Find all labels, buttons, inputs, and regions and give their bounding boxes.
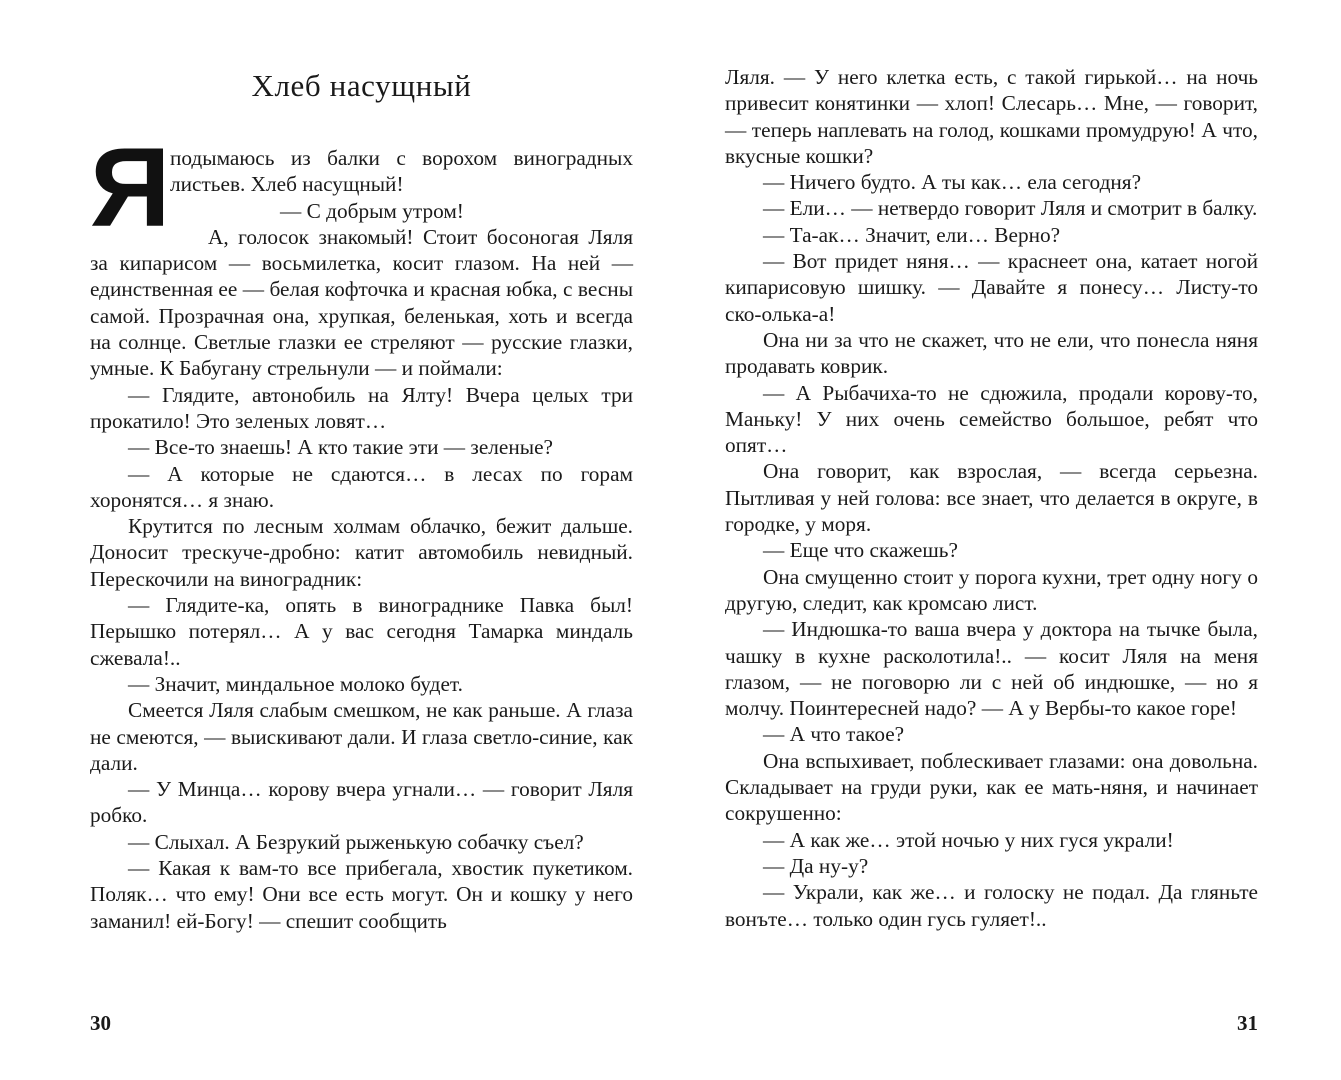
chapter-title: Хлеб насущный bbox=[251, 68, 472, 103]
paragraph: Смеется Ляля слабым смешком, не как раньше. А глаза не смеются, — выискивают дали. И глаза светло-синие, как дали. bbox=[90, 698, 633, 775]
paragraph: — Какая к вам-то все прибегала, хвостик пукетиком. Поляк… что ему! Они все есть могут. Он и кошку у него заманил! ей-Богу! — спешит сообщить bbox=[90, 856, 633, 933]
paragraph: Она говорит, как взрослая, — всегда серьезна. Пытливая у ней голова: все знает, что делается в округе, в городке, у моря. bbox=[725, 459, 1258, 537]
paragraph: — Глядите-ка, опять в винограднике Павка был! Перышко потерял… А у вас сегодня Тамарка миндаль сжевала!.. bbox=[90, 593, 633, 670]
drop-cap: Я bbox=[90, 125, 171, 250]
paragraph-text: подымаюсь из балки с ворохом виноградных листьев. Хлеб насущный! bbox=[170, 146, 633, 197]
paragraph: — Да ну-у? bbox=[763, 853, 869, 878]
paragraph: Она смущенно стоит у порога кухни, трет одну ногу о другую, следит, как кромсаю лист. bbox=[725, 564, 1258, 615]
paragraph: — Ничего будто. А ты как… ела сегодня? bbox=[763, 170, 1142, 195]
left-page-text bbox=[90, 125, 633, 934]
paragraph: — Та-ак… Значит, ели… Верно? bbox=[763, 222, 1061, 247]
paragraph: — А как же… этой ночью у них гуся украли! bbox=[763, 827, 1174, 852]
paragraph: Крутится по лесным холмам облачко, бежит дальше. Доносит трескуче-дробно: катит автомобиль невидный. Перескочили на виноградник: bbox=[90, 514, 633, 591]
paragraph: — Глядите, автонобиль на Ялту! Вчера целых три прокатило! Это зеленых ловят… bbox=[90, 382, 633, 433]
page-number-left: 30 bbox=[90, 1011, 111, 1035]
right-page bbox=[725, 0, 1258, 1080]
paragraph: — А что такое? bbox=[763, 722, 905, 747]
right-page-text bbox=[725, 64, 1258, 932]
paragraph: — Все-то знаешь! А кто такие эти — зеленые? bbox=[128, 435, 553, 460]
paragraph: — Украли, как же… и голоску не подал. Да гляньте вонъте… только один гусь гуляет!.. bbox=[725, 880, 1258, 931]
left-page bbox=[90, 0, 633, 1080]
paragraph: Она вспыхивает, поблескивает глазами: она довольна. Складывает на груди руки, как ее мать-няня, и начинает сокрушенно: bbox=[725, 748, 1258, 826]
page-number-right: 31 bbox=[1237, 1011, 1258, 1035]
paragraph: Ляля. — У него клетка есть, с такой гирькой… на ночь привесит конятинки — хлоп! Слесарь… Мне, — говорит, — теперь наплевать на голод, кошками промудрую! А что, вкусные кошки? bbox=[725, 65, 1258, 168]
paragraph: А, голосок знакомый! Стоит босоногая Ляля за кипарисом — восьмилетка, косит глазом. На ней — единственная ее — белая кофточка и красная юбка, с весны самой. Прозрачная она, хрупкая, беленькая, хоть и всегда на солнце. Светлые глазки ее стреляют — русские глазки, умные. К Бабугану стрельнули — и поймали: bbox=[90, 224, 633, 381]
paragraph: — Значит, миндальное молоко будет. bbox=[128, 671, 463, 696]
paragraph: — С добрым утром! bbox=[280, 198, 464, 223]
paragraph: — Вот придет няня… — краснеет она, катает ногой кипарисовую шишку. — Давайте я понесу… Листу-то ско-олька-а! bbox=[725, 249, 1258, 326]
paragraph: — А Рыбачиха-то не сдюжила, продали корову-то, Маньку! У них очень семейство большое, ребят что опят… bbox=[725, 380, 1258, 458]
paragraph: — А которые не сдаются… в лесах по горам хоронятся… я знаю. bbox=[90, 461, 633, 512]
paragraph: Она ни за что не скажет, что не ели, что понесла няня продавать коврик. bbox=[725, 327, 1258, 379]
paragraph: — Слыхал. А Безрукий рыженькую собачку съел? bbox=[128, 829, 584, 854]
paragraph: — Ели… — нетвердо говорит Ляля и смотрит в балку. bbox=[763, 196, 1258, 221]
paragraph: — Еще что скажешь? bbox=[763, 538, 958, 563]
paragraph: — У Минца… корову вчера угнали… — говорит Ляля робко. bbox=[90, 777, 633, 828]
paragraph: — Индюшка-то ваша вчера у доктора на тычке была, чашку в кухне расколотила!.. — косит Ляля на меня глазом, — не поговорю ли с ней об индюшке, — но я молчу. Поинтересней надо? — А у Вербы-то какое горе! bbox=[725, 617, 1258, 721]
